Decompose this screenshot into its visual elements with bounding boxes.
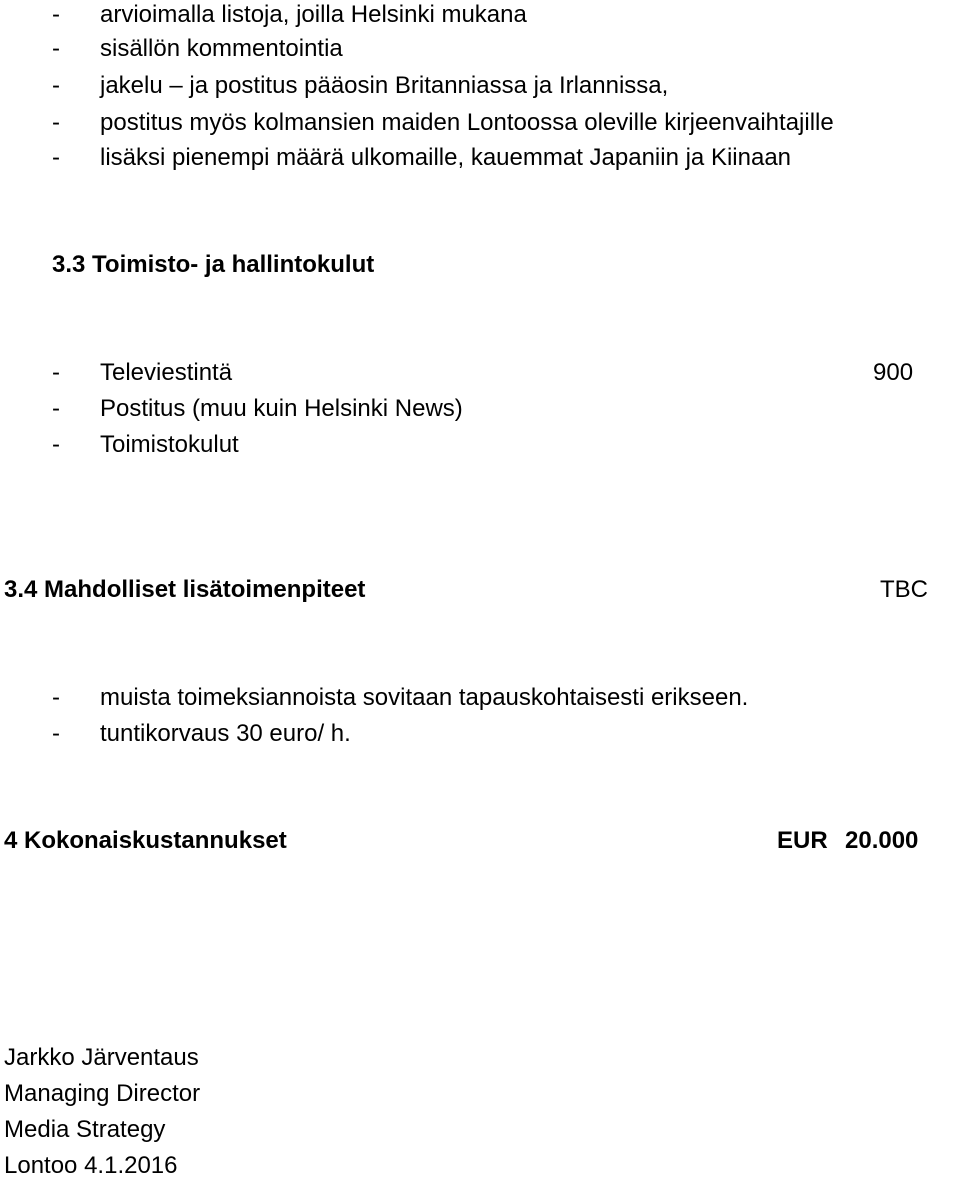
section-3-4-value: TBC	[880, 576, 928, 603]
cost-value: 900	[873, 359, 914, 386]
cost-label: Toimistokulut	[100, 431, 239, 458]
bullet-dash: -	[52, 72, 60, 99]
bullet-dash: -	[52, 395, 60, 422]
total-currency: EUR	[777, 827, 828, 854]
list-item-text: lisäksi pienempi määrä ulkomaille, kauemmat Japaniin ja Kiinaan	[100, 144, 792, 171]
list-item-text: arvioimalla listoja, joilla Helsinki mukana	[100, 1, 527, 28]
signature-place-date: Lontoo 4.1.2016	[4, 1152, 178, 1179]
bullet-dash: -	[52, 1, 60, 28]
list-item-text: jakelu – ja postitus pääosin Britanniassa ja Irlannissa,	[100, 72, 669, 99]
list-item-text: postitus myös kolmansien maiden Lontoossa oleville kirjeenvaihtajille	[100, 109, 834, 136]
cost-label: Televiestintä	[100, 359, 233, 386]
total-amount: 20.000	[845, 827, 919, 854]
section-3-4-title: 3.4 Mahdolliset lisätoimenpiteet	[4, 576, 366, 603]
signature-role: Managing Director	[4, 1080, 201, 1107]
bullet-dash: -	[52, 35, 60, 62]
section-3-3-title: 3.3 Toimisto- ja hallintokulut	[52, 251, 375, 278]
list-item-text: muista toimeksiannoista sovitaan tapauskohtaisesti erikseen.	[100, 684, 749, 711]
bullet-dash: -	[52, 109, 60, 136]
cost-label: Postitus (muu kuin Helsinki News)	[100, 395, 463, 422]
signature-name: Jarkko Järventaus	[4, 1044, 199, 1071]
bullet-dash: -	[52, 359, 60, 386]
section-4-title: 4 Kokonaiskustannukset	[4, 827, 287, 854]
bullet-dash: -	[52, 431, 60, 458]
bullet-dash: -	[52, 144, 60, 171]
bullet-dash: -	[52, 684, 60, 711]
bullet-dash: -	[52, 720, 60, 747]
list-item-text: tuntikorvaus 30 euro/ h.	[100, 720, 351, 747]
signature-company: Media Strategy	[4, 1116, 166, 1143]
list-item-text: sisällön kommentointia	[100, 35, 343, 62]
